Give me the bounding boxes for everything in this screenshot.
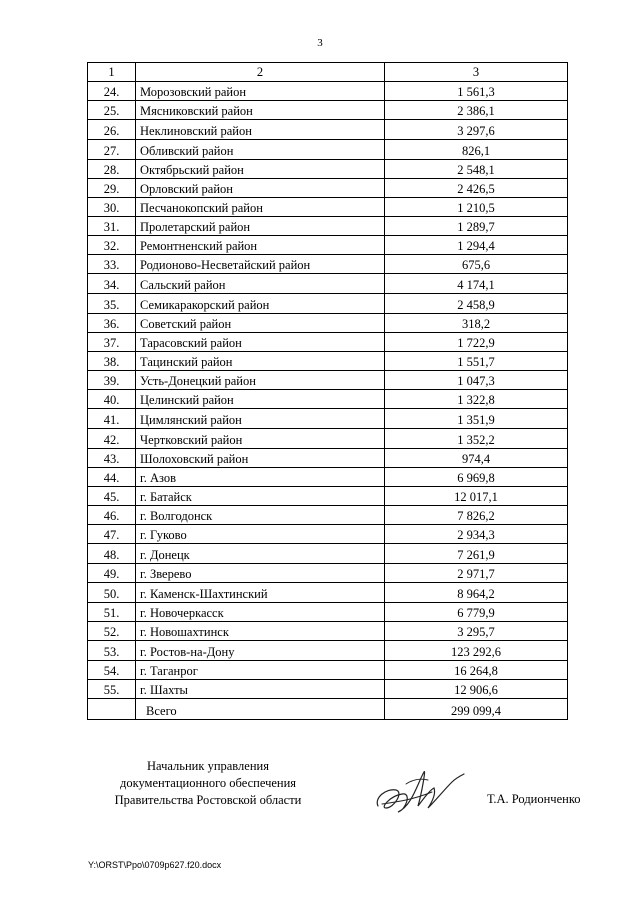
row-name-cell: Неклиновский район [136,120,385,140]
row-name-cell: г. Новошахтинск [136,622,385,641]
table-row [88,333,568,352]
row-value-cell: 2 548,1 [385,160,568,179]
table-row [88,82,568,101]
row-name-cell: г. Зверево [136,564,385,583]
row-value-cell: 16 264,8 [385,661,568,680]
table-row [88,140,568,160]
table-row [88,449,568,468]
row-value-cell: 6 779,9 [385,603,568,622]
table-row [88,583,568,603]
row-number-cell: 36. [88,314,136,333]
row-name-cell: г. Донецк [136,544,385,564]
handwritten-signature [372,762,468,818]
table-row [88,314,568,333]
row-name-cell: г. Каменск-Шахтинский [136,583,385,603]
row-number-cell: 33. [88,255,136,274]
table-row [88,680,568,699]
row-number-cell: 54. [88,661,136,680]
row-number-cell: 38. [88,352,136,371]
position-line-3: Правительства Ростовской области [114,793,302,807]
table-row [88,352,568,371]
row-name-cell: Тарасовский район [136,333,385,352]
row-number-cell: 34. [88,274,136,294]
row-value-cell: 1 561,3 [385,82,568,101]
table-row [88,525,568,544]
table-row [88,429,568,449]
table-row [88,217,568,236]
row-value-cell: 1 294,4 [385,236,568,255]
row-name-cell: Целинский район [136,390,385,409]
row-name-cell: г. Батайск [136,487,385,506]
row-value-cell: 3 297,6 [385,120,568,140]
row-number-cell: 42. [88,429,136,449]
header-cell-num: 1 [88,63,136,82]
row-number-cell: 45. [88,487,136,506]
row-name-cell: г. Волгодонск [136,506,385,525]
row-number-cell: 51. [88,603,136,622]
row-value-cell: 1 047,3 [385,371,568,390]
row-value-cell: 2 971,7 [385,564,568,583]
row-value-cell: 7 261,9 [385,544,568,564]
row-number-cell: 43. [88,449,136,468]
row-name-cell: г. Гуково [136,525,385,544]
row-value-cell: 2 458,9 [385,294,568,314]
row-value-cell: 2 386,1 [385,101,568,120]
row-value-cell: 1 722,9 [385,333,568,352]
row-value-cell: 675,6 [385,255,568,274]
table-row [88,160,568,179]
row-number-cell: 28. [88,160,136,179]
data-table [87,62,568,720]
row-name-cell: Обливский район [136,140,385,160]
row-number-cell: 40. [88,390,136,409]
row-number-cell: 44. [88,468,136,487]
row-name-cell: г. Азов [136,468,385,487]
signature-position [88,758,328,809]
row-number-cell: 49. [88,564,136,583]
row-name-cell: Шолоховский район [136,449,385,468]
row-number-cell: 29. [88,179,136,198]
table-row [88,661,568,680]
page-number: 3 [317,37,323,49]
table-row [88,564,568,583]
table-row [88,603,568,622]
row-name-cell: Мясниковский район [136,101,385,120]
row-value-cell: 6 969,8 [385,468,568,487]
table-body [88,63,568,720]
row-number-cell: 50. [88,583,136,603]
row-value-cell: 12 017,1 [385,487,568,506]
row-name-cell: Семикаракорский район [136,294,385,314]
row-number-cell: 48. [88,544,136,564]
row-name-cell: г. Шахты [136,680,385,699]
row-number-cell: 30. [88,198,136,217]
row-number-cell: 46. [88,506,136,525]
table-row [88,622,568,641]
row-number-cell: 24. [88,82,136,101]
row-value-cell: 318,2 [385,314,568,333]
row-name-cell: г. Новочеркасск [136,603,385,622]
row-name-cell: г. Таганрог [136,661,385,680]
table-row [88,371,568,390]
table-row [88,641,568,661]
row-name-cell: Октябрьский район [136,160,385,179]
row-value-cell: 1 352,2 [385,429,568,449]
row-number-cell: 55. [88,680,136,699]
table-total-row [88,699,568,720]
position-line-2: документационного обеспечения [119,776,297,790]
table-row [88,179,568,198]
table-row [88,487,568,506]
row-number-cell: 37. [88,333,136,352]
row-value-cell: 826,1 [385,140,568,160]
row-name-cell: Тацинский район [136,352,385,371]
row-value-cell: 1 210,5 [385,198,568,217]
table-row [88,274,568,294]
row-number-cell: 41. [88,409,136,429]
row-number-cell: 25. [88,101,136,120]
row-name-cell: Сальский район [136,274,385,294]
row-number-cell: 32. [88,236,136,255]
row-name-cell: Песчанокопский район [136,198,385,217]
row-number-cell: 53. [88,641,136,661]
table-row [88,236,568,255]
row-name-cell: Советский район [136,314,385,333]
row-name-cell: Цимлянский район [136,409,385,429]
row-number-cell: 52. [88,622,136,641]
row-value-cell: 3 295,7 [385,622,568,641]
row-number-cell: 35. [88,294,136,314]
table-row [88,390,568,409]
row-name-cell: Пролетарский район [136,217,385,236]
table-row [88,120,568,140]
row-name-cell: Чертковский район [136,429,385,449]
table-row [88,506,568,525]
row-value-cell: 974,4 [385,449,568,468]
row-name-cell: Орловский район [136,179,385,198]
row-value-cell: 123 292,6 [385,641,568,661]
table-row [88,101,568,120]
total-label-cell: Всего [136,699,385,720]
row-value-cell: 1 289,7 [385,217,568,236]
signatory-name: Т.А. Родионченко [487,792,581,806]
row-number-cell: 31. [88,217,136,236]
row-value-cell: 4 174,1 [385,274,568,294]
table-row [88,198,568,217]
header-cell-name: 2 [136,63,385,82]
row-value-cell: 2 426,5 [385,179,568,198]
row-value-cell: 8 964,2 [385,583,568,603]
table-row [88,409,568,429]
table-header-row [88,63,568,82]
table-row [88,544,568,564]
total-empty-cell [88,699,136,720]
row-name-cell: г. Ростов-на-Дону [136,641,385,661]
row-name-cell: Родионово-Несветайский район [136,255,385,274]
row-number-cell: 47. [88,525,136,544]
row-number-cell: 27. [88,140,136,160]
row-value-cell: 2 934,3 [385,525,568,544]
header-cell-value: 3 [385,63,568,82]
row-name-cell: Морозовский район [136,82,385,101]
row-name-cell: Ремонтненский район [136,236,385,255]
table-row [88,468,568,487]
row-name-cell: Усть-Донецкий район [136,371,385,390]
row-value-cell: 1 322,8 [385,390,568,409]
table-row [88,255,568,274]
row-value-cell: 1 351,9 [385,409,568,429]
table-row [88,294,568,314]
row-value-cell: 7 826,2 [385,506,568,525]
row-value-cell: 1 551,7 [385,352,568,371]
row-number-cell: 26. [88,120,136,140]
file-path: Y:\ORST\Ppo\0709p627.f20.docx [88,860,222,870]
row-number-cell: 39. [88,371,136,390]
row-value-cell: 12 906,6 [385,680,568,699]
position-line-1: Начальник управления [147,759,269,773]
total-value-cell: 299 099,4 [385,699,568,720]
